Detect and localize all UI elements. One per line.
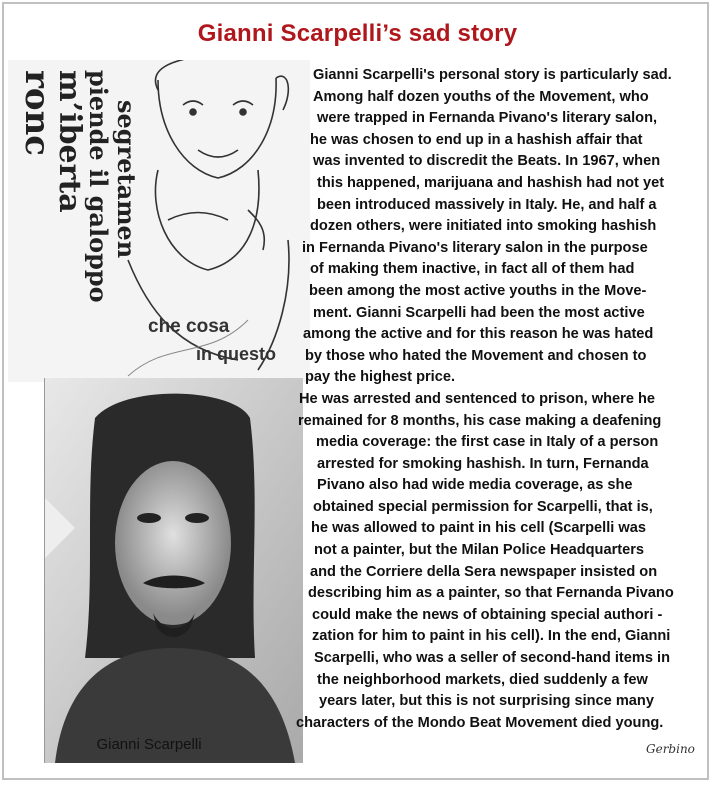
- text-line: years later, but this is not surprising since many: [319, 693, 654, 710]
- text-line: remained for 8 months, his case making a deafening: [298, 412, 662, 429]
- collage-word-1: m’iberta: [52, 70, 87, 213]
- text-line: media coverage: the first case in Italy of a person: [316, 434, 659, 451]
- text-line: were trapped in Fernanda Pivano's literary salon,: [317, 110, 658, 127]
- text-line: the neighborhood markets, died suddenly a few: [317, 671, 648, 688]
- text-line: describing him as a painter, so that Fernanda Pivano: [308, 585, 674, 602]
- text-line: by those who hated the Movement and chosen to: [305, 347, 647, 364]
- text-line: among the active and for this reason he was hated: [303, 326, 654, 343]
- text-line: and the Corriere della Sera newspaper insisted on: [310, 563, 658, 580]
- text-line: pay the highest price.: [305, 369, 456, 386]
- text-line: dozen others, were initiated into smoking hashish: [310, 218, 657, 235]
- text-line: zation for him to paint in his cell). In the end, Gianni: [312, 628, 671, 645]
- collage-word-4: segretamen: [112, 100, 141, 259]
- text-line: obtained special permission for Scarpelli, that is,: [313, 498, 653, 515]
- text-line: been introduced massively in Italy. He, and half a: [317, 196, 657, 213]
- text-line: Scarpelli, who was a seller of second-hand items in: [314, 650, 671, 667]
- text-line: ment. Gianni Scarpelli had been the most active: [313, 304, 645, 321]
- photo-caption: Gianni Scarpelli: [96, 736, 202, 753]
- collage-word-2: piende il galoppo: [84, 70, 113, 303]
- text-line: He was arrested and sentenced to prison, where he: [299, 390, 656, 407]
- page-title: Gianni Scarpelli’s sad story: [197, 20, 518, 47]
- text-line: Pivano also had wide media coverage, as she: [317, 477, 633, 494]
- text-line: was invented to discredit the Beats. In 1967, when: [313, 153, 661, 170]
- text-line: not a painter, but the Milan Police Headquarters: [314, 542, 645, 559]
- text-line: this happened, marijuana and hashish had not yet: [317, 174, 665, 191]
- text-line: he was chosen to end up in a hashish affair that: [310, 131, 643, 148]
- text-line: arrested for smoking hashish. In turn, Fernanda: [317, 455, 649, 472]
- text-line: he was allowed to paint in his cell (Scarpelli was: [311, 520, 646, 537]
- text-line: Among half dozen youths of the Movement, who: [313, 88, 649, 105]
- text-line: characters of the Mondo Beat Movement died young.: [296, 714, 664, 731]
- story-text: [296, 65, 714, 734]
- portrait-photo: [44, 378, 303, 763]
- text-line: of making them inactive, in fact all of them had: [310, 261, 635, 278]
- collage-illustration: [8, 60, 310, 382]
- collage-word-5: che cosa: [148, 316, 230, 337]
- text-line: in Fernanda Pivano's literary salon in the purpose: [302, 239, 648, 256]
- signature: Gerbino: [646, 742, 695, 756]
- collage-word-6: in questo: [196, 344, 276, 364]
- text-line: been among the most active youths in the Move-: [309, 282, 647, 299]
- text-line: Gianni Scarpelli's personal story is particularly sad.: [313, 67, 672, 83]
- text-line: could make the news of obtaining special authori -: [312, 606, 663, 623]
- collage-word-3: ronc: [17, 70, 57, 157]
